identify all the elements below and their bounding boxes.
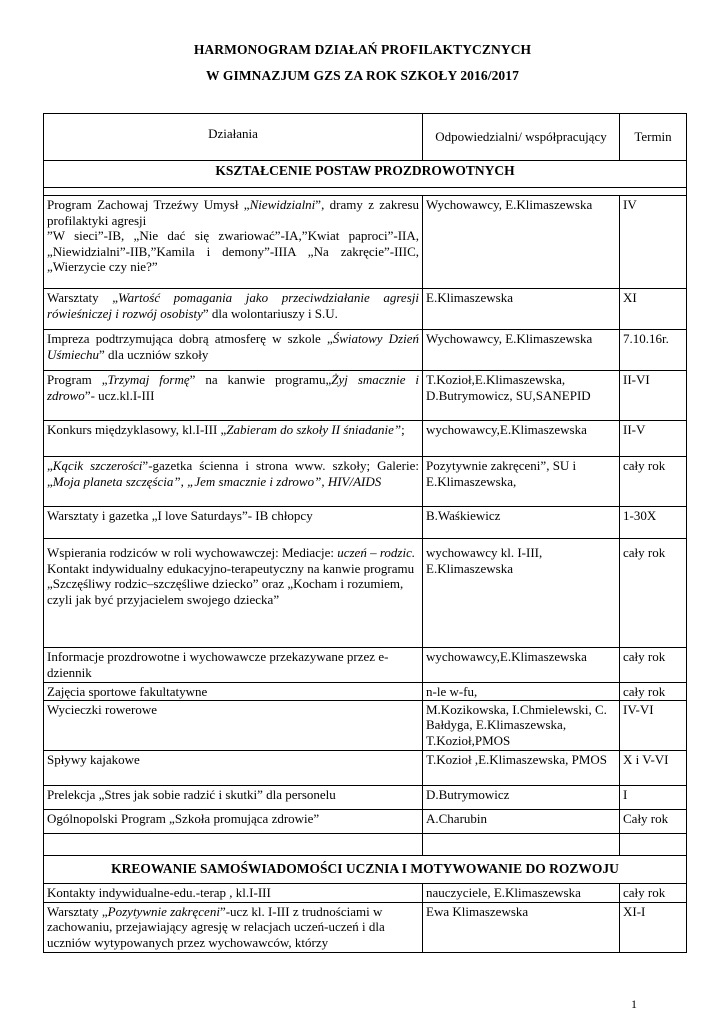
table-row: [44, 539, 687, 648]
responsible-cell: Wychowawcy, E.Klimaszewska: [423, 330, 620, 371]
document-title-line1: HARMONOGRAM DZIAŁAŃ PROFILAKTYCZNYCH: [193, 42, 532, 57]
table-row: [44, 809, 687, 833]
term-cell: X i V-VI: [620, 750, 687, 785]
text-run: ”-ucz kl. I-III z trudnościami w zachowaniu, przejawiający agresję w relacjach uczeń-uczeń i dla uczniów wytypowanych przez wychowawców, którzy: [47, 903, 385, 950]
header-responsible: Odpowiedzialni/ współpracujący: [423, 114, 620, 161]
responsible-cell: M.Kozikowska, I.Chmielewski, C. Bałdyga, E.Klimaszewska, T.Kozioł,PMOS: [423, 700, 620, 750]
text-run: Impreza podtrzymująca dobrą atmosferę w szkole „: [47, 331, 333, 346]
text-run: ”-gazetka ścienna i strona www. szkoły; Galerie: „: [47, 458, 420, 489]
section-row-self-awareness: [44, 855, 687, 883]
action-cell: [44, 539, 423, 648]
action-cell: [44, 371, 423, 421]
text-run: ” na kanwie programu„: [189, 372, 332, 387]
italic-run: Światowy Dzień Uśmiechu: [47, 331, 419, 362]
table-row: [44, 883, 687, 902]
action-cell: Warsztaty i gazetka „I love Saturdays”- IB chłopcy: [44, 507, 423, 539]
italic-run: Kącik szczerości: [52, 458, 143, 473]
term-cell: Cały rok: [620, 809, 687, 833]
term-cell: II-VI: [620, 371, 687, 421]
action-cell: Zajęcia sportowe fakultatywne: [44, 683, 423, 701]
italic-run: Wartość pomagania jako przeciwdziałanie agresji rówieśniczej i rozwój osobisty: [47, 290, 419, 321]
table-row: [44, 457, 687, 507]
term-cell: 1-30X: [620, 507, 687, 539]
action-cell: [44, 196, 423, 289]
text-run: ”W sieci”-IB, „Nie dać się zwariować”-IA,”Kwiat paproci”-IIA, „Niewidzialni”-IIB,”Kamila i demony”-IIIA „Na zakręcie”-IIIC, „Wierzycie czy nie?”: [47, 228, 419, 274]
table-row: [44, 700, 687, 750]
empty-cell: [620, 833, 687, 855]
section-row-health: [44, 161, 687, 188]
text-run: Program „: [47, 372, 108, 387]
table-row: [44, 683, 687, 701]
action-cell: Kontakty indywidualne-edu.-terap , kl.I-III: [44, 883, 423, 902]
table-row: [44, 330, 687, 371]
responsible-cell: Ewa Klimaszewska: [423, 902, 620, 952]
text-run: Wspierania rodziców w roli wychowawczej: Mediacje:: [47, 545, 338, 560]
responsible-cell: n-le w-fu,: [423, 683, 620, 701]
responsible-cell: Pozytywnie zakręceni”, SU i E.Klimaszewska,: [423, 457, 620, 507]
section-title: KSZTAŁCENIE POSTAW PROZDROWOTNYCH: [44, 161, 687, 188]
section-title: KREOWANIE SAMOŚWIADOMOŚCI UCZNIA I MOTYWOWANIE DO ROZWOJU: [44, 855, 687, 883]
table-row: [44, 507, 687, 539]
responsible-cell: Wychowawcy, E.Klimaszewska: [423, 196, 620, 289]
term-cell: XI: [620, 289, 687, 330]
table-row: [44, 371, 687, 421]
term-cell: 7.10.16r.: [620, 330, 687, 371]
responsible-cell: wychowawcy,E.Klimaszewska: [423, 648, 620, 683]
table-row: [44, 648, 687, 683]
term-cell: cały rok: [620, 683, 687, 701]
italic-run: uczeń – rodzic.: [337, 545, 416, 560]
document-title-line2: W GIMNAZJUM GZS ZA ROK SZKOŁY 2016/2017: [206, 68, 519, 83]
italic-run: Zabieram do szkoły II śniadanie”: [226, 422, 402, 437]
responsible-cell: T.Kozioł ,E.Klimaszewska, PMOS: [423, 750, 620, 785]
action-cell: Ogólnopolski Program „Szkoła promująca zdrowie”: [44, 809, 423, 833]
text-run: Konkurs międzyklasowy, kl.I-III „: [47, 422, 227, 437]
term-cell: IV-VI: [620, 700, 687, 750]
italic-run: Moja planeta szczęścia”, „Jem smacznie i zdrowo”, HIV/AIDS: [52, 473, 382, 489]
text-run: „: [47, 458, 53, 473]
text-run: Program Zachowaj Trzeźwy Umysł „: [47, 197, 250, 212]
table-row: [44, 196, 687, 289]
responsible-cell: nauczyciele, E.Klimaszewska: [423, 883, 620, 902]
table-row: [44, 289, 687, 330]
text-run: Kontakt indywidualny edukacyjno-terapeutyczny na kanwie programu „Szczęśliwy rodzic–szczęśliwe dziecko” oraz „Kocham i rozumiem, czyli jak być przyjacielem swojego dziecka”: [47, 560, 415, 607]
action-cell: [44, 457, 423, 507]
table-row: [44, 785, 687, 809]
text-run: ;: [401, 422, 405, 437]
responsible-cell: wychowawcy kl. I-III, E.Klimaszewska: [423, 539, 620, 648]
responsible-cell: T.Kozioł,E.Klimaszewska, D.Butrymowicz, SU,SANEPID: [423, 371, 620, 421]
text-run: Warsztaty „: [47, 290, 118, 305]
table-row: [44, 902, 687, 952]
italic-run: Trzymaj formę: [107, 372, 190, 387]
action-cell: Spływy kajakowe: [44, 750, 423, 785]
action-cell: Prelekcja „Stres jak sobie radzić i skutki” dla personelu: [44, 785, 423, 809]
action-cell: [44, 330, 423, 371]
action-cell: [44, 421, 423, 457]
spacer-row: [44, 188, 687, 196]
italic-run: Pozytywnie zakręceni: [107, 903, 220, 919]
page-number: 1: [631, 997, 637, 1011]
responsible-cell: E.Klimaszewska: [423, 289, 620, 330]
action-cell: [44, 902, 423, 952]
text-run: ” dla uczniów szkoły: [99, 346, 209, 362]
table-row: [44, 750, 687, 785]
action-cell: Wycieczki rowerowe: [44, 700, 423, 750]
action-cell: [44, 289, 423, 330]
italic-run: Niewidzialni: [249, 197, 316, 212]
responsible-cell: wychowawcy,E.Klimaszewska: [423, 421, 620, 457]
term-cell: XI-I: [620, 902, 687, 952]
italic-run: Żyj smacznie i zdrowo: [47, 372, 420, 403]
term-cell: II-V: [620, 421, 687, 457]
schedule-table: [43, 113, 687, 953]
header-term: Termin: [620, 114, 687, 161]
action-cell: Informacje prozdrowotne i wychowawcze przekazywane przez e-dziennik: [44, 648, 423, 683]
term-cell: cały rok: [620, 648, 687, 683]
responsible-cell: A.Charubin: [423, 809, 620, 833]
term-cell: IV: [620, 196, 687, 289]
empty-row: [44, 833, 687, 855]
term-cell: cały rok: [620, 457, 687, 507]
text-run: ”, dramy z zakresu profilaktyki agresji: [47, 197, 419, 228]
spacer-cell: [44, 188, 687, 196]
responsible-cell: D.Butrymowicz: [423, 785, 620, 809]
term-cell: cały rok: [620, 539, 687, 648]
empty-cell: [44, 833, 423, 855]
text-run: Warsztaty „: [47, 903, 108, 919]
text-run: ”- ucz.kl.I-III: [84, 387, 155, 403]
empty-cell: [423, 833, 620, 855]
header-actions: Działania: [44, 114, 423, 161]
term-cell: I: [620, 785, 687, 809]
table-header-row: [44, 114, 687, 161]
term-cell: cały rok: [620, 883, 687, 902]
table-row: [44, 421, 687, 457]
text-run: ” dla wolontariuszy i S.U.: [202, 305, 338, 321]
responsible-cell: B.Waśkiewicz: [423, 507, 620, 539]
